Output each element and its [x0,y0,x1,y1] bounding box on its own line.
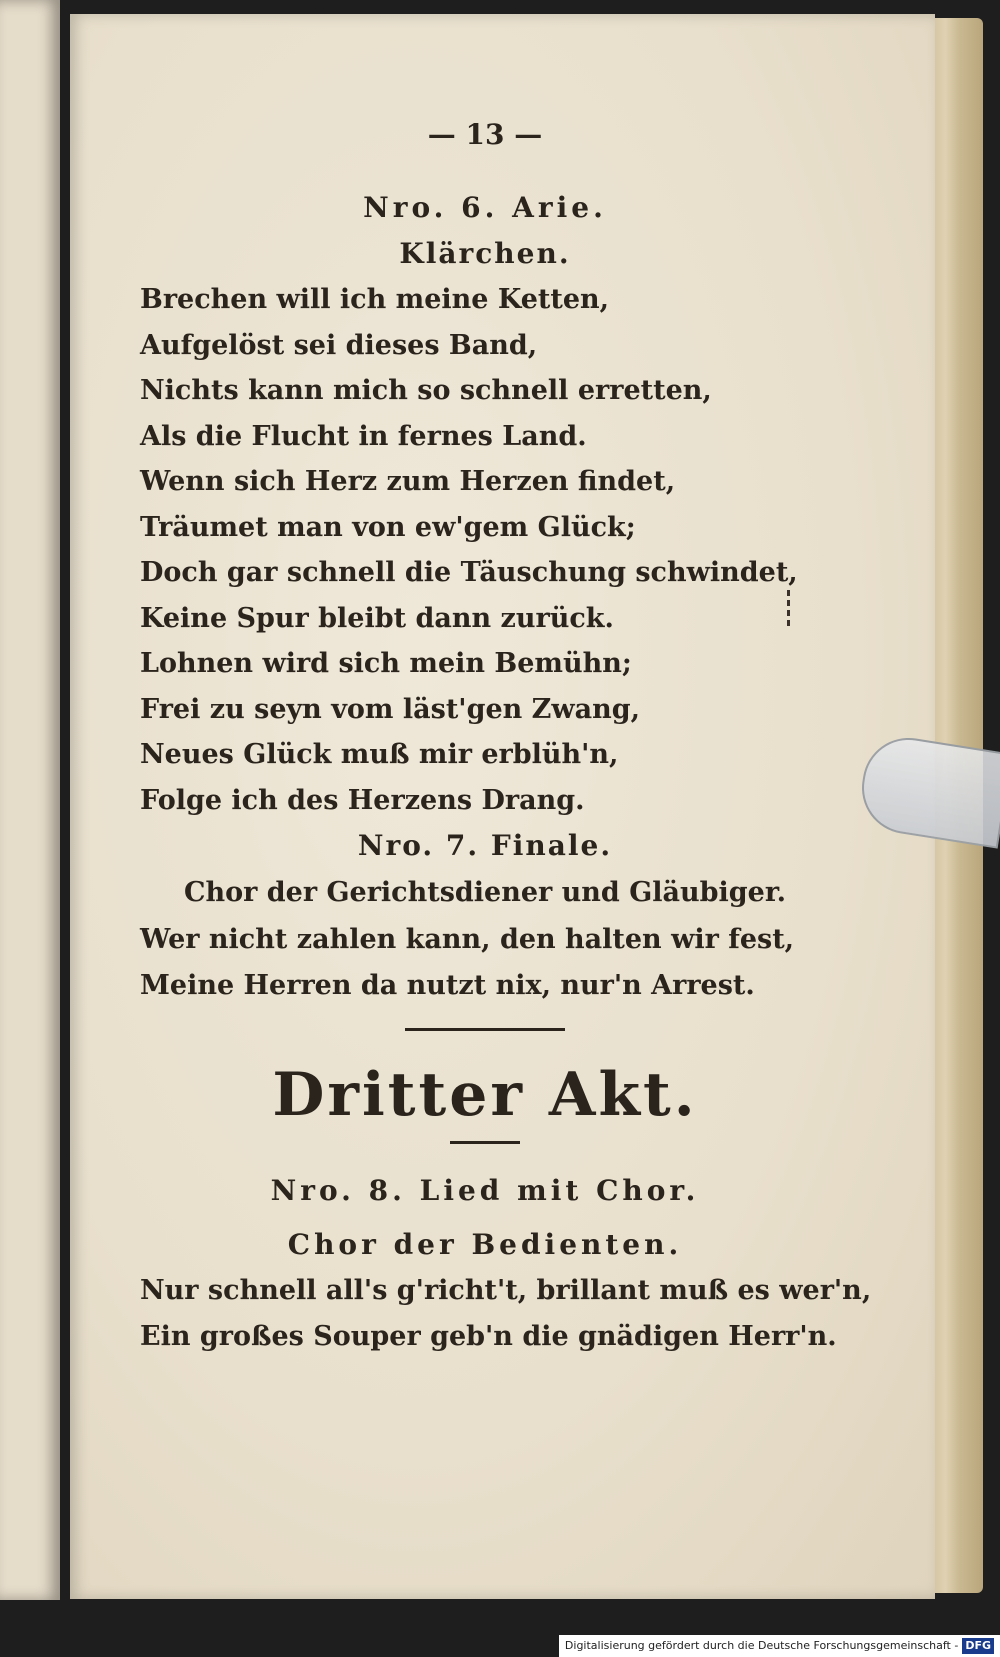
verse-line: Wer nicht zahlen kann, den halten wir fest, [140,924,795,955]
margin-mark [787,590,790,626]
finale-chorus-label: Chor der Gerichtsdiener und Gläubiger. [184,877,786,908]
verse-line: Träumet man von ew'gem Glück; [140,511,636,543]
verse-line: Als die Flucht in fernes Land. [140,420,587,452]
arie-singer: Klärchen. [399,237,571,270]
verse-line: Brechen will ich meine Ketten, [140,284,610,315]
verse-line: Ein großes Souper geb'n die gnädigen Herr'n. [140,1320,837,1352]
credit-text: Digitalisierung gefördert durch die Deutsche Forschungsgemeinschaft - [564,1639,959,1652]
lied-chorus-label: Chor der Bedienten. [287,1228,683,1261]
lied-heading: Nro. 8. Lied mit Chor. [270,1174,700,1207]
verse-line: Lohnen wird sich mein Bemühn; [140,648,632,679]
digitization-credit [559,1635,1000,1657]
verse-line: Meine Herren da nutzt nix, nur'n Arrest. [140,969,755,1001]
verse-line: Folge ich des Herzens Drang. [140,784,585,816]
verse-line: Nichts kann mich so schnell erretten, [140,375,712,406]
verse-line: Nur schnell all's g'richt't, brillant muß es wer'n, [140,1275,872,1306]
verse-line: Neues Glück muß mir erblüh'n, [140,739,619,770]
finale-heading: Nro. 7. Finale. [357,829,613,862]
act-title: Dritter Akt. [272,1060,698,1130]
page-text [140,185,872,1359]
verse-line: Frei zu seyn vom läst'gen Zwang, [140,693,641,725]
verse-line: Wenn sich Herz zum Herzen findet, [140,466,676,497]
left-page-edge [0,0,60,1600]
verse-line: Keine Spur bleibt dann zurück. [140,602,614,634]
verse-line: Aufgelöst sei dieses Band, [140,329,538,361]
verse-line: Doch gar schnell die Täuschung schwindet, [140,557,798,588]
dfg-logo: DFG [962,1638,994,1654]
arie-heading: Nro. 6. Arie. [363,191,607,224]
page-number: — 13 — [427,118,543,151]
